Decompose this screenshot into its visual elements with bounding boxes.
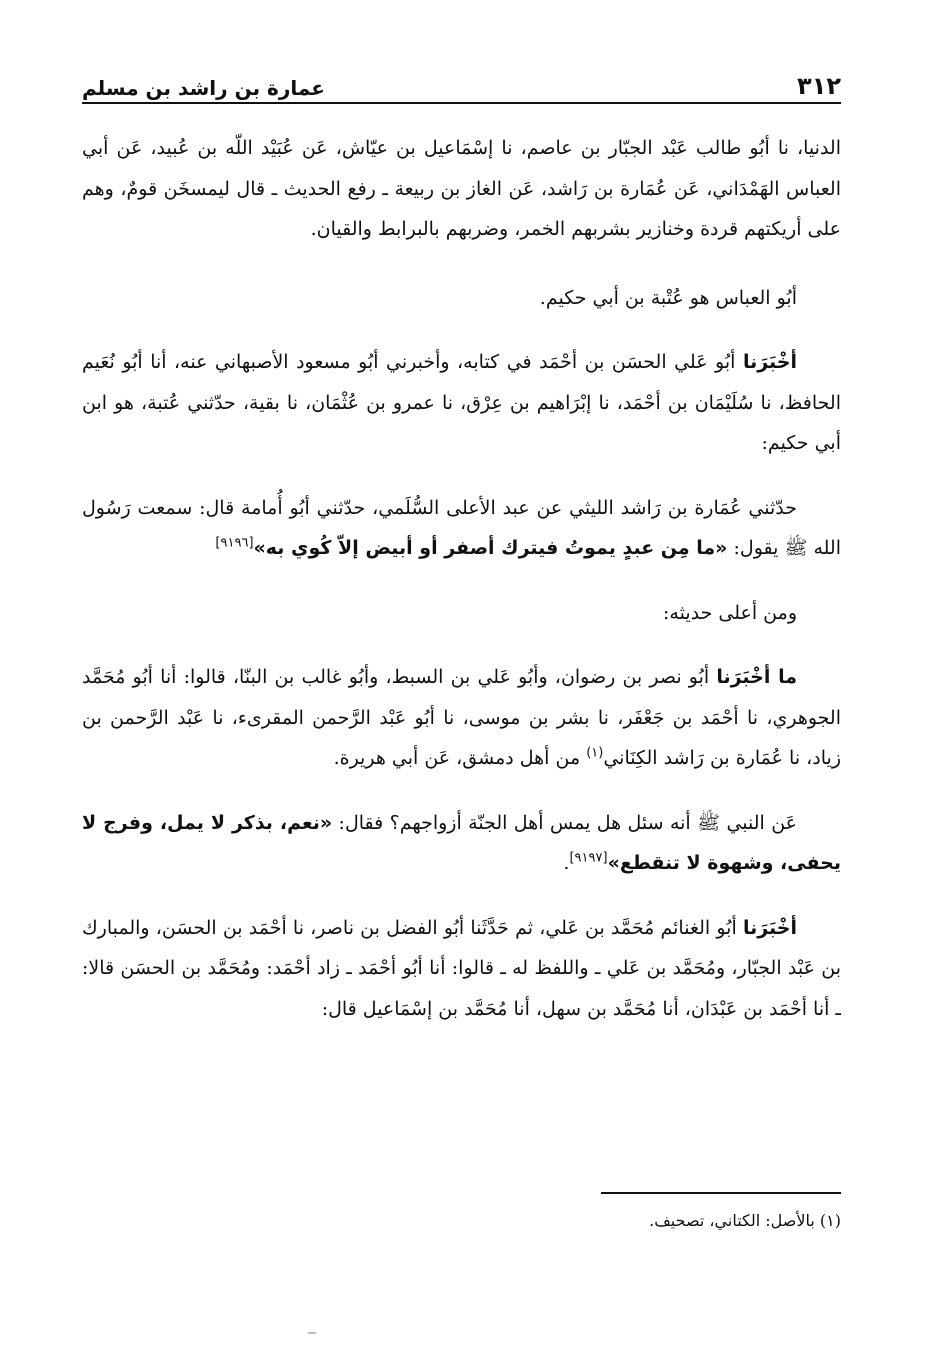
footnote-divider (601, 1192, 841, 1194)
isnad-lead: أخْبَرَنا (742, 351, 797, 373)
paragraph-8-text: أبُو الغنائم مُحَمَّد بن عَلي، ثم حَدَّثَنا أبُو الفضل بن ناصر، نا أحْمَد بن الحسَن، والمبارك بن عَبْد الجبّار، ومُحَمَّد بن عَلي ـ واللفظ له ـ قالوا: أنا أبُو أحْمَد ـ زاد أحْمَد: ومُحَمَّد بن الحسَن قالا: ـ أنا أحْمَد بن عَبْدَان، أنا مُحَمَّد بن سهل، أنا مُحَمَّد بن إسْمَاعيل قال: (82, 916, 841, 1020)
footnote-marker: (١) (819, 1211, 841, 1230)
paragraph-6-text-b: من أهل دمشق، عَن أبي هريرة. (333, 747, 587, 769)
paragraph-7-end: . (563, 852, 570, 874)
hadith-number-2: [٩١٩٧] (569, 850, 608, 866)
paragraph-4-text: حدّثني عُمَارة بن رَاشد الليثي عن عبد الأعلى السُّلَمي، حدّثني أبُو أُمامة قال: سمعت رَسُول الله ﷺ يقول: (82, 496, 841, 559)
header-divider (82, 102, 841, 104)
paragraph-7 (82, 803, 841, 884)
footnote-reference: (١) (586, 745, 604, 761)
page-number: ٣١٢ (797, 72, 841, 100)
paragraph-8 (82, 908, 841, 1030)
paragraph-4 (82, 488, 841, 569)
paragraph-5: ومن أعلى حديثه: (663, 601, 797, 624)
page-header (82, 62, 841, 100)
hadith-text-2: «نعم، بذكر لا يمل، وفرج لا يحفى، وشهوة لا تنقطع» (82, 811, 841, 874)
footnote-text: بالأصل: الكتاني، تصحيف. (649, 1211, 820, 1230)
paragraph-6 (82, 657, 841, 779)
hadith-number-1: [٩١٩٦] (215, 535, 254, 551)
paragraph-1: الدنيا، نا أبُو طالب عَبْد الجبّار بن عاصم، نا إسْمَاعيل بن عيّاش، عَن عُبَيْد اللّه بن عُبيد، عَن أبي العباس الهَمْدَاني، عَن عُمَارة بن رَاشد، عَن الغاز بن ربيعة ـ رفع الحديث ـ قال ليمسخَن قومٌ، وهم على أريكتهم قردة وخنازير بشربهم الخمر، وضربهم بالبرابط والقيان. (82, 137, 841, 240)
running-title: عمارة بن راشد بن مسلم (82, 76, 325, 100)
paragraph-6-text-a: أبُو نصر بن رضوان، وأبُو عَلي بن السبط، وأبُو غالب بن البنّا، قالوا: أنا أبُو مُحَمَّد الجوهري، نا أحْمَد بن جَعْفَر، نا بشر بن موسى، نا أبُو عَبْد الرَّحمن المقرىء، نا عَبْد الرَّحمن بن زياد، نا عُمَارة بن رَاشد الكِنَاني (82, 666, 841, 769)
footnote (82, 1206, 841, 1236)
hadith-text-1: «ما مِن عبدٍ يموتُ فيترك أصفر أو أبيض إلاّ كُوي به» (253, 537, 728, 559)
paragraph-3 (82, 342, 841, 464)
isnad-lead-2: ما أخْبَرَنا (716, 666, 797, 688)
paragraph-2: أبُو العباس هو عُتْبة بن أبي حكيم. (539, 286, 797, 309)
scan-speck (308, 1332, 316, 1334)
main-text (82, 128, 841, 1029)
paragraph-7-text: عَن النبي ﷺ أنه سئل هل يمس أهل الجنّة أزواجهم؟ فقال: (332, 811, 797, 834)
isnad-lead-3: أخْبَرَنا (742, 916, 797, 939)
paragraph-3-text: أبُو عَلي الحسَن بن أحْمَد في كتابه، وأخبرني أبُو مسعود الأصبهاني عنه، أنا أبُو نُعَيم الحافظ، نا سُلَيْمَان بن أحْمَد، نا إبْرَاهيم بن عِرْق، نا عمرو بن عُثْمَان، نا بقية، حدّثني عُتبة، هو ابن أبي حكيم: (82, 351, 841, 454)
